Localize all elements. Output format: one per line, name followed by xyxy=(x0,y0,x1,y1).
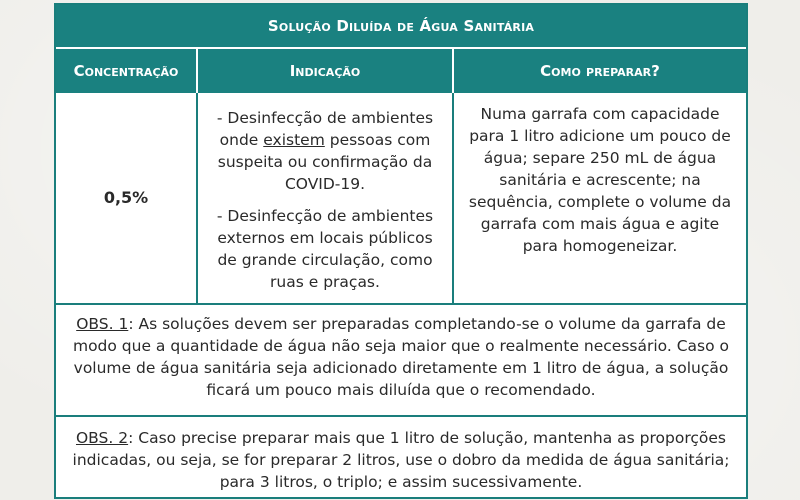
observation-2 xyxy=(56,417,746,497)
obs2-text: : Caso precise preparar mais que 1 litro de solução, mantenha as proporções indicadas, ou seja, se for preparar 2 litros, use o dobro da medida de água sanitária; para 3 litros, o triplo; e assim sucessivamente. xyxy=(72,429,730,491)
indication-1-pre: - Desinfecção de ambientes onde xyxy=(216,109,434,149)
indication-item-2: - Desinfecção de ambientes externos em locais públicos de grande circulação, como ruas e praças. xyxy=(216,207,434,291)
header-how-to-prepare: Como preparar? xyxy=(540,62,660,80)
table-row xyxy=(56,93,746,305)
concentration-value: 0,5% xyxy=(56,93,198,303)
indication-cell xyxy=(198,93,454,303)
indication-1-post: pessoas com suspeita ou confirmação da COVID-19. xyxy=(217,131,433,193)
header-concentration: Concentração xyxy=(56,49,198,93)
indication-1-underlined: existem xyxy=(263,131,325,149)
header-indication: Indicação xyxy=(198,49,454,93)
obs2-label: OBS. 2 xyxy=(75,429,129,447)
indication-item-1 xyxy=(208,107,442,195)
obs1-text: : As soluções devem ser preparadas completando-se o volume da garrafa de modo que a quantidade de água não seja maior que o realmente necessário. Caso o volume de água sanitária seja adicionado diretamente em 1 litro de água, a solução ficará um pouco mais diluída que o recomendado. xyxy=(72,315,730,399)
observation-1 xyxy=(56,305,746,417)
table-header-row xyxy=(56,49,746,93)
dilution-table xyxy=(54,3,748,499)
how-to-prepare-text: Numa garrafa com capacidade para 1 litro adicione um pouco de água; separe 250 mL de água sanitária e acrescente; na sequência, complete o volume da garrafa com mais água e agite para homogeneizar. xyxy=(468,105,732,255)
table-title: Solução Diluída de Água Sanitária xyxy=(56,5,746,49)
obs1-label: OBS. 1 xyxy=(76,315,129,333)
